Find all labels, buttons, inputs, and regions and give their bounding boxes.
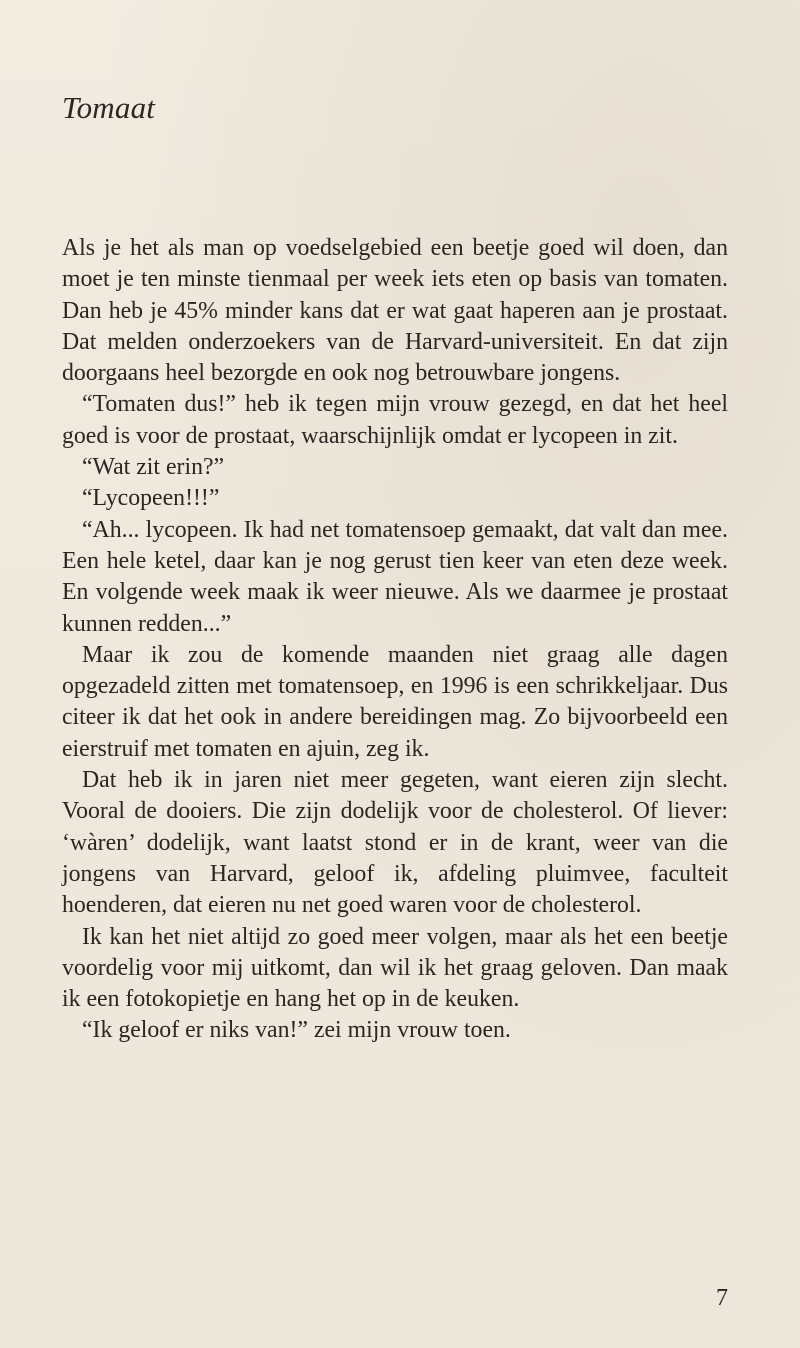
paragraph-4: “Lycopeen!!!” bbox=[82, 485, 220, 512]
body-text bbox=[62, 233, 728, 1047]
paragraph-5: “Ah... lycopeen. Ik had net tomatensoep gemaakt, dat valt dan mee. Een hele ketel, daar kan je nog gerust tien keer van eten deze week. En volgende week maak ik weer nieuwe. Als we daarmee je prostaat kunnen redden...” bbox=[62, 516, 728, 637]
chapter-title: Tomaat bbox=[62, 90, 156, 125]
paragraph-8: Ik kan het niet altijd zo goed meer volgen, maar als het een beetje voordelig voor mij uitkomt, dan wil ik het graag geloven. Dan maak ik een fotokopietje en hang het op in de keuken. bbox=[62, 923, 728, 1013]
paragraph-7: Dat heb ik in jaren niet meer gegeten, want eieren zijn slecht. Vooral de dooiers. Die zijn dodelijk voor de cholesterol. Of liever: ‘wàren’ dodelijk, want laatst stond er in de krant, weer van die jongens van Harvard, geloof ik, afdeling pluimvee, faculteit hoenderen, dat eieren nu net goed waren voor de cholesterol. bbox=[62, 767, 728, 919]
paragraph-1: Als je het als man op voedselgebied een beetje goed wil doen, dan moet je ten minste tienmaal per week iets eten op basis van tomaten. Dan heb je 45% minder kans dat er wat gaat haperen aan je prostaat. Dat melden onderzoekers van de Harvard-universiteit. En dat zijn doorgaans heel bezorgde en ook nog betrouwbare jongens. bbox=[62, 235, 728, 387]
paragraph-6: Maar ik zou de komende maanden niet graag alle dagen opgezadeld zitten met tomatensoep, en 1996 is een schrikkeljaar. Dus citeer ik dat het ook in andere bereidingen mag. Zo bijvoorbeeld een eierstruif met tomaten en ajuin, zeg ik. bbox=[62, 641, 728, 762]
paragraph-3: “Wat zit erin?” bbox=[82, 454, 225, 481]
page-number: 7 bbox=[716, 1285, 728, 1311]
paragraph-9: “Ik geloof er niks van!” zei mijn vrouw toen. bbox=[82, 1017, 511, 1044]
paragraph-2: “Tomaten dus!” heb ik tegen mijn vrouw gezegd, en dat het heel goed is voor de prostaat, waarschijnlijk omdat er lycopeen in zit. bbox=[62, 391, 728, 449]
